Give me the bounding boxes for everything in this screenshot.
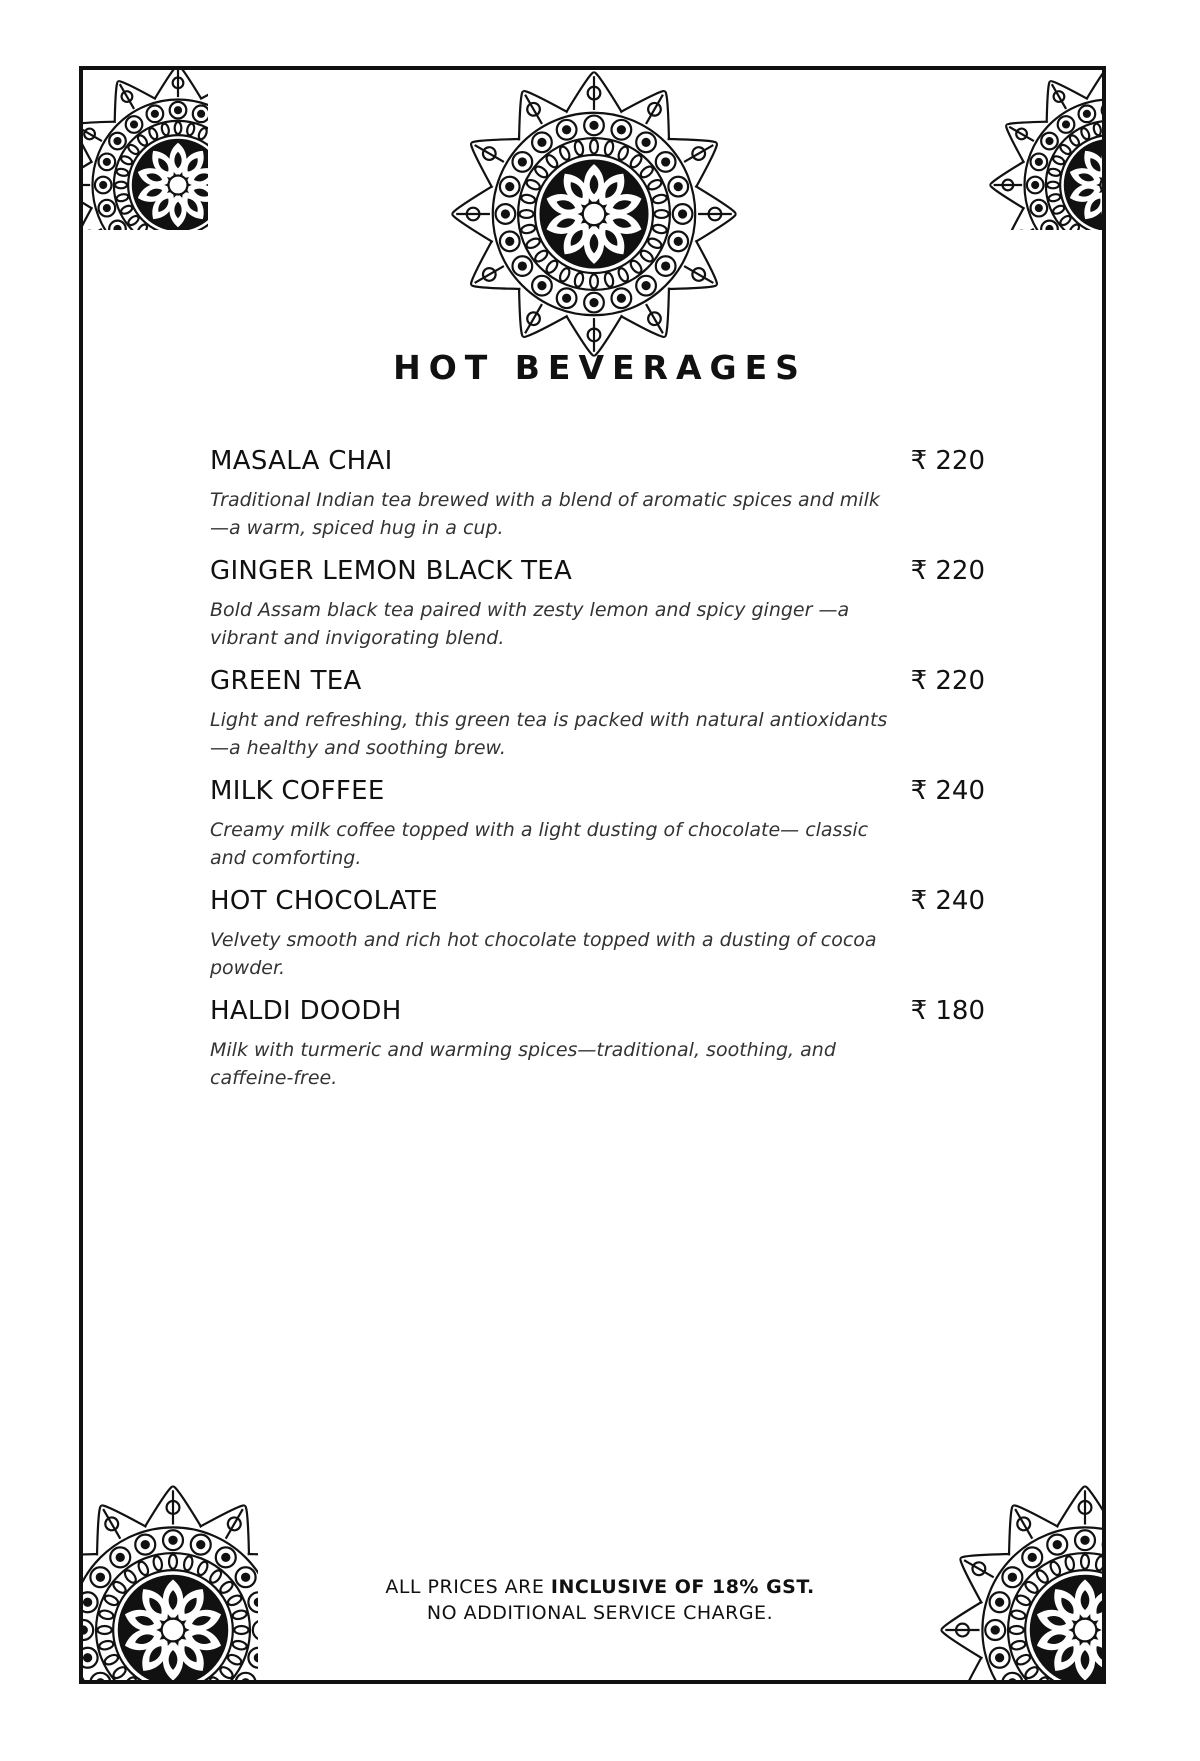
menu-item <box>210 770 985 880</box>
item-price: ₹ 220 <box>910 446 985 476</box>
menu-item <box>210 440 985 550</box>
tax-note-bold: INCLUSIVE OF 18% GST. <box>550 1576 815 1598</box>
mandala-top-center-icon <box>446 66 742 286</box>
tax-note-line-1 <box>0 1574 1200 1600</box>
item-name: MASALA CHAI <box>210 446 393 476</box>
item-description: Light and refreshing, this green tea is packed with natural antioxidants—a healthy and soothing brew. <box>210 709 888 759</box>
menu-item <box>210 880 985 990</box>
tax-note-line-2: NO ADDITIONAL SERVICE CHARGE. <box>426 1602 774 1624</box>
item-description: Velvety smooth and rich hot chocolate topped with a dusting of cocoa powder. <box>210 929 877 979</box>
mandala-top-right-icon <box>980 70 1102 230</box>
tax-note <box>0 1574 1200 1626</box>
menu-item <box>210 660 985 770</box>
mandala-top-left-icon <box>83 70 208 230</box>
menu-item <box>210 990 985 1100</box>
item-description: Milk with turmeric and warming spices—traditional, soothing, and caffeine-free. <box>210 1039 836 1089</box>
item-price: ₹ 180 <box>910 996 985 1026</box>
item-name: GREEN TEA <box>210 666 362 696</box>
menu-list <box>210 440 985 1100</box>
tax-note-prefix: ALL PRICES ARE <box>385 1576 551 1598</box>
menu-item <box>210 550 985 660</box>
item-name: MILK COFFEE <box>210 776 385 806</box>
mandala-bottom-right-icon <box>935 1460 1102 1680</box>
item-price: ₹ 240 <box>910 886 985 916</box>
item-price: ₹ 220 <box>910 666 985 696</box>
item-price: ₹ 220 <box>910 556 985 586</box>
item-description: Traditional Indian tea brewed with a blend of aromatic spices and milk—a warm, spiced hug in a cup. <box>210 489 880 539</box>
item-name: HALDI DOODH <box>210 996 402 1026</box>
item-price: ₹ 240 <box>910 776 985 806</box>
item-name: GINGER LEMON BLACK TEA <box>210 556 573 586</box>
item-description: Bold Assam black tea paired with zesty lemon and spicy ginger —a vibrant and invigorating blend. <box>210 599 850 649</box>
mandala-bottom-left-icon <box>83 1460 258 1680</box>
item-name: HOT CHOCOLATE <box>210 886 439 916</box>
item-description: Creamy milk coffee topped with a light dusting of chocolate— classic and comforting. <box>210 819 869 869</box>
menu-section-title: HOT BEVERAGES <box>393 348 807 387</box>
